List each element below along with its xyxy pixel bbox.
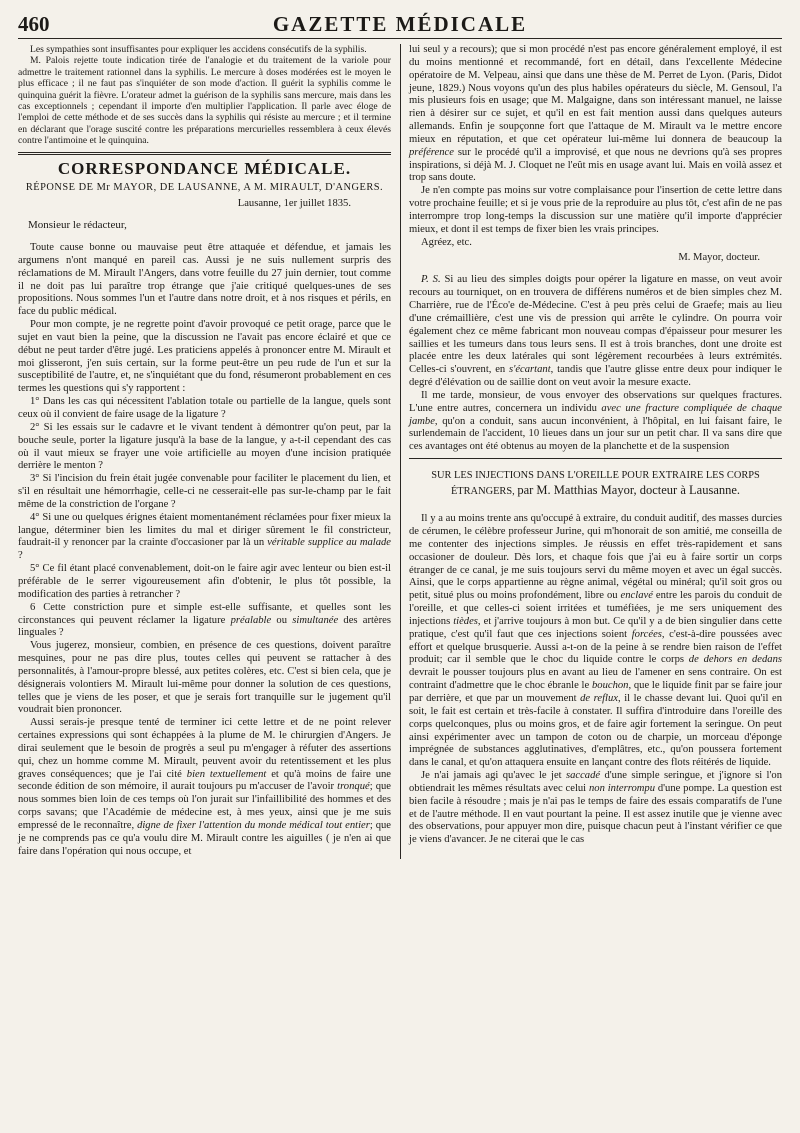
text-run: , et j'arrive toujours à mon but. Ce qu'il y a de bien singulier dans cette pratique, c'est qu'il faut que ces injections soient <box>409 615 782 640</box>
text-run: Je n'ai jamais agi qu'avec le jet <box>421 770 562 782</box>
text-run: ; que nous sommes bien loin de ces temps où l'on jurait sur l'infaillibilité des hommes et des corps savans; que l'Académie de médecine est, à mes yeux, ainsi que je me suis empressé de le reconnaître, <box>18 781 391 831</box>
letter-salutation: Monsieur le rédacteur, <box>28 219 127 232</box>
text-run: et qu'à moins de faire une seconde édition de son mémoire, il aurait toujours pu m'accuser de l'avoir <box>18 768 391 793</box>
emphasis: préférence <box>409 146 454 158</box>
emphasis: préalable <box>230 614 272 626</box>
text-run: 4° Si une ou quelques érignes étaient momentanément réclamées pour fixer mieux la langue, déterminer bien les limites du mal et diriger sûrement le fil constricteur, faudrait-il y renoncer par la crainte d'occasioner par là un <box>18 511 391 549</box>
article-divider <box>409 458 782 459</box>
section-divider <box>18 152 391 155</box>
text-run: ? <box>18 550 23 562</box>
top-block <box>18 44 391 147</box>
page-number: 460 <box>18 12 50 36</box>
top-paragraph-1: Les sympathies sont insuffisantes pour expliquer les accidens consécutifs de la syphilis. <box>30 44 367 55</box>
text-run: entre les parois du conduit de l'oreille, et que celles-ci soient irritées et tuméfiées, je me sers uniquement des injections <box>409 590 782 627</box>
letter-continuation <box>409 44 782 185</box>
text-run: ; que je ne comprends pas ce qu'a voulu dire M. Mirault contre les aiguilles ( je n'en ai que faire dans l'opération qui nous occupe, et <box>18 820 392 857</box>
text-run: Il me tarde, monsieur, de vous envoyer des observations sur quelques fractures. L'une entre autres, concernera un individu <box>409 389 782 414</box>
question-2: 2° Si les essais sur le cadavre et le vivant tendent à démontrer qu'on peut, par la bouche seule, porter la ligature jusqu'à la base de la langue, y a-t-il cependant des cas où il vaut mieux se frayer une voie artificielle au moyen d'une incision pratiquée derrière le menton ? <box>18 421 391 472</box>
letter-paragraph: Toute cause bonne ou mauvaise peut être attaquée et défendue, et jamais les argumens n'ont manqué en pareil cas. Aussi je ne suis nullement surpris des réclamations de M. Mirault l'Angers, dans votre feuille du 27 juin dernier, tout comme il ne doit pas lui paraître trop étrange que j'aie critiqué quelques-unes de ses propositions. Nous sommes l'un et l'autre dans notre droit, et à nos risques et périls, en face du public médical. <box>18 242 391 318</box>
question-6 <box>18 602 391 641</box>
correspondence-title: CORRESPONDANCE MÉDICALE. <box>57 158 352 178</box>
question-4 <box>18 512 391 563</box>
article-author: par M. Matthias Mayor, docteur à Lausanne. <box>517 483 741 498</box>
article-title <box>409 469 782 499</box>
article-title-caps: SUR LES INJECTIONS DANS L'OREILLE POUR EXTRAIRE LES CORPS ÉTRANGERS, <box>431 470 760 498</box>
emphasis: simultanée <box>292 614 339 626</box>
letter-closing: Agréez, etc. <box>421 236 472 248</box>
letter-paragraph: Pour mon compte, je ne regrette point d'avoir provoqué ce petit orage, parce que le sujet en vaut bien la peine, que la discussion ne l'avait pas encore éclairé et que ce début ne peut tarder d'être jugé. Les praticiens appelés à prononcer entre M. Mirault et moi glisseront, j'en suis certain, sur la forme peut-être un peu rude de l'un et sur la susceptibilité de l'autre, et, ne s'inquiétant que du fond, résumeront probablement en ces termes les questions qui s'y rapportent : <box>18 319 391 395</box>
emphasis: saccadé <box>565 770 601 782</box>
letter-paragraph: Vous jugerez, monsieur, combien, en présence de ces questions, doivent paraître mesquines, pour ne pas dire plus, toutes celles qui peuvent se rattacher à des personnalités, à l'amour-propre blessé, aux petites colères, etc. C'est si bien cela, que je désignerais volontiers M. Mirault lui-même pour donner la solution de ces questions, telles que je viens de les poser, et que je serais fort tranquille sur le jugement qu'il voudrait bien prononcer. <box>18 640 391 716</box>
question-1: 1° Dans les cas qui nécessitent l'ablation totale ou partielle de la langue, quels sont ceux où il convient de faire usage de la ligature ? <box>18 396 391 420</box>
emphasis: de reflux <box>580 692 619 704</box>
postscript-label: P. S. <box>421 274 441 286</box>
emphasis: tronqué <box>337 781 370 793</box>
text-run: d'une simple seringue, et j'ignore si l'on obtiendrait les mêmes résultats avec celui <box>409 770 783 794</box>
letter-paragraph <box>18 717 391 858</box>
left-column <box>18 44 400 859</box>
letter-paragraph <box>409 390 782 454</box>
article-paragraph <box>409 770 782 847</box>
two-columns <box>18 44 782 859</box>
letter-paragraph: Je n'en compte pas moins sur votre complaisance pour l'insertion de cette lettre dans votre prochaine feuille; et si je vous prie de la reproduire au plus tôt, c'est afin de ne pas interrompre trop long-temps la discussion sur une matière qu'il importe d'apprécier mieux, et dont il est temps de fixer bien les vrais principes. <box>409 185 782 235</box>
text-run: , c'est-à-dire poussées avec effort et quelque brusquerie. Aussi a-t-on de la peine à se rendre bien raison de l'effet produit; car il semble que le choc du liquide contre le corps <box>409 628 783 666</box>
text-run: Si au lieu des simples doigts pour opérer la ligature en masse, on veut avoir recours au tourniquet, on en trouvera de différens numéros et de bien simples chez M. Charrière, rue de l'Éco'e de-Médecine. C'est à peu près celui de Graefe; mais au lieu d'une crémaillière, c'est une vis de pression qui arrête le cylindre. On pourra voir également chez ce même fabricant mon nouveau compas d'épaisseur pour mesurer les saillies et les tumeurs dans tous leurs sens. Il est à trois branches, dont une droite est placée entre les deux latérales qui sont légèrement recourbées à leurs extrémités. Celles-ci s'ouvrent, en <box>409 274 782 376</box>
letter-signature: M. Mayor, docteur. <box>678 251 760 263</box>
text-run: , qu'on a conduit, sans aucun inconvénient, à l'hôpital, en lui faisant faire, le surlendemain de l'accident, 10 lieues dans un jour sur un petit char. Il va sans dire que ces avantages ont été obtenus au moyen de la planchette et de la suspension <box>409 415 782 453</box>
emphasis: non interrompu <box>588 782 655 794</box>
emphasis: avec une fracture compliquée de chaque jambe <box>409 402 782 427</box>
right-column <box>400 44 782 859</box>
emphasis: véritable supplice au malade <box>267 537 392 549</box>
text-run: Il y a au moins trente ans qu'occupé à extraire, du conduit auditif, des masses durcies de cérumen, le célèbre professeur Jurine, qui m'honorait de son amitié, me conseilla de me contenter des injections simples. Je réussis en effet très-rapidement et sans occasioner de douleur. Dès lors, et chaque fois que j'ai eu à faire sortir un corps étranger de ce canal, je me suis toujours servi du même moyen et avec un égal succès. Ainsi, que le corps appartienne au règne animal, végétal ou minéral; qu'il soit gros ou petit, situé plus ou moins profondément, libre ou <box>409 513 782 602</box>
text-run: , tandis que l'autre glisse entre deux pour indiquer le degré d'élévation ou de saillie dont on veut avoir la mesure exacte. <box>409 364 782 389</box>
emphasis: enclavé <box>620 590 653 602</box>
emphasis: forcées <box>631 628 662 640</box>
letter-dateline: Lausanne, 1er juillet 1835. <box>237 198 351 210</box>
text-run: lui seul y a recours); que si mon procédé n'est pas encore généralement employé, il est du moins mentionné et recommandé, fort en détail, dans l'excellente Médecine opératoire de M. Velpeau, ainsi que dans une thèse de M. Perret de Lyon. (Paris, Didot jeune, 1829.) Nous voyons qu'un des plus habiles opérateurs du siècle, M. Gensoul, l'a mis plusieurs fois en usage; que M. Malgaigne, dans son intéressant manuel, ne laisse rien à désirer sur ce sujet, et qu'il en est fait mention aussi dans quelques auteurs allemands. Enfin je soupçonne fort que l'attaque de M. Mirault va le mettre encore mieux en réputation, et que cet opérateur lui-même lui donnera de beaucoup la <box>409 44 782 145</box>
article-paragraph <box>409 513 782 770</box>
text-run: 6 Cette constriction pure et simple est-elle suffisante, et quelles sont les circonstances qui peuvent réclamer la ligature <box>18 601 391 626</box>
text-run: d'une pompe. La question est bien facile à résoudre ; mais je n'ai pas le temps de faire des essais comparatifs de l'une et de l'autre méthode. Il en vaut pourtant la peine. Il est assez inutile que je vienne avec des observations, pour appuyer mon dire, puisque chacun peut à l'instant vérifier ce que je viens d'avancer. Je ne citerai que le cas <box>409 782 782 846</box>
text-run: devrait le pousser toujours plus en avant au lieu de l'amener en sens contraire. On est contraint d'admettre que le choc ébranle le <box>409 667 782 692</box>
emphasis: s'écartant <box>508 364 551 376</box>
text-run: ou <box>276 614 288 626</box>
text-run: sur le procédé qu'il a improvisé, et que nous ne devrions qu'à ses propres inspirations, si déjà M. J. Cloquet ne l'eût mis en usage avant lui. Mais en voilà assez et trop sans doute. <box>409 146 783 184</box>
text-run: , que le liquide finit par se faire jour par derrière, et que par un mouvement <box>409 680 783 704</box>
emphasis: bouchon <box>591 680 629 692</box>
text-run: Aussi serais-je presque tenté de terminer ici cette lettre et de ne point relever certaines expressions qui sont échappées à la plume de M. le chirurgien d'Angers. Je dirai seulement que le besoin de progrès a seul pu m'engager à réfuter des assertions qui, chez un homme comme M. Mirault, peuvent avoir du retentissement et les plus graves conséquences; que je l'ai cité <box>18 717 391 780</box>
page-header <box>18 12 782 39</box>
postscript <box>409 274 782 390</box>
emphasis: bien textuellement <box>186 768 267 780</box>
journal-title: GAZETTE MÉDICALE <box>272 12 528 36</box>
correspondence-subtitle: RÉPONSE DE Mr MAYOR, DE LAUSANNE, A M. MIRAULT, D'ANGERS. <box>25 181 384 193</box>
emphasis: tièdes <box>453 615 478 627</box>
emphasis: de dehors en dedans <box>688 654 782 666</box>
emphasis: digne de fixer l'attention du monde médical tout entier <box>137 820 370 831</box>
question-3: 3° Si l'incision du frein était jugée convenable pour faciliter le placement du lien, et s'il en résultait une hémorrhagie, celle-ci ne cesserait-elle pas sur-le-champ par le fait même de la constriction de l'organe ? <box>18 473 391 510</box>
text-run: des artères linguales ? <box>18 614 391 639</box>
top-paragraph-2: M. Palois rejette toute indication tirée de l'analogie et du traitement de la variole pour admettre le traitement rationnel dans la syphilis. Le mercure à doses modérées est le moyen le plus efficace ; il ne faut pas s'inquiéter de son mode d'action. Il guérit la syphilis comme le quinquina guérit la fièvre. L'orateur admet la guérison de la syphilis sans mercure, mais dans les cas exceptionnels ; cependant il importe d'en multiplier l'application. Il parle avec éloge de l'emploi de cette méthode et de ses succès dans la syphilis qui résiste au mercure ; et il termine en déclarant que l'orage suscité contre les préparations mercurielles ressemblera à ceux élevés contre l'antimoine et le quinquina. <box>18 55 391 147</box>
question-5: 5° Ce fil étant placé convenablement, doit-on le faire agir avec lenteur ou bien est-il préférable de le serrer vigoureusement afin d'obtenir, le plus tôt possible, la modification des parties à retrancher ? <box>18 563 391 600</box>
text-run: , il le chasse devant lui. Quoi qu'il en soit, le fait est certain et très-facile à constater. Il suffira d'introduire dans l'oreille des corps quelconques, plus ou moins gros, et de faire agir fortement la seringue. On peut ainsi expérimenter avec un tampon de coton ou de charpie, un morceau d'éponge imprégnée de substances agglutinatives, d'emplâtres, etc., qu'on poussera fortement dans le canal, et qu'on attaquera ensuite en lançant contre des flots réitérés de liquide. <box>409 692 782 769</box>
